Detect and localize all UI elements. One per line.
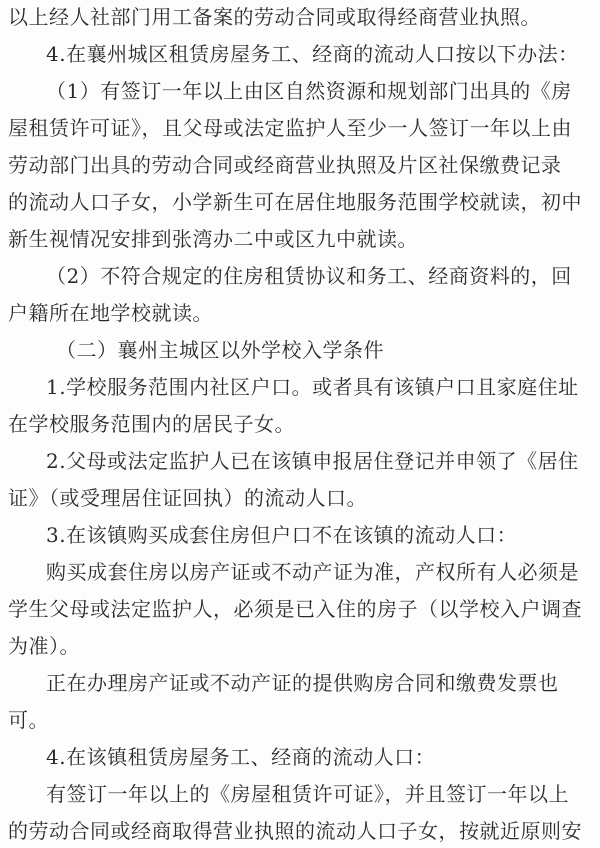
text-line: 可。 <box>8 708 49 732</box>
text-line: 有签订一年以上的《房屋租赁许可证》，并且签订一年以上 <box>46 782 569 806</box>
text-line: 在学校服务范围内的居民子女。 <box>8 412 295 436</box>
text-line: 为准）。 <box>8 634 80 658</box>
text-line: 正在办理房产证或不动产证的提供购房合同和缴费发票也 <box>46 671 559 695</box>
text-line: 1.学校服务范围内社区户口。或者具有该镇户口且家庭住址 <box>46 375 579 399</box>
text-line: 4.在襄州城区租赁房屋务工、经商的流动人口按以下办法： <box>46 42 579 66</box>
text-line: 屋租赁许可证》，且父母或法定监护人至少一人签订一年以上由 <box>8 116 572 140</box>
text-line: 劳动部门出具的劳动合同或经商营业执照及片区社保缴费记录 <box>8 153 562 177</box>
text-line: 4.在该镇租赁房屋务工、经商的流动人口： <box>46 745 436 769</box>
text-line: 学生父母或法定监护人，必须是已入住的房子（以学校入户调查 <box>8 597 582 621</box>
text-line: 证》（或受理居住证回执）的流动人口。 <box>8 486 367 510</box>
text-line: （2）不符合规定的住房租赁协议和务工、经商资料的，回 <box>46 264 572 288</box>
text-line: 的劳动合同或经商取得营业执照的流动人口子女，按就近原则安 <box>8 819 582 843</box>
text-line: 2.父母或法定监护人已在该镇申报居住登记并申领了《居住 <box>46 449 579 473</box>
text-line: 购买成套住房以房产证或不动产证为准，产权所有人必须是 <box>46 560 579 584</box>
text-line: 3.在该镇购买成套住房但户口不在该镇的流动人口： <box>46 523 518 547</box>
text-line: （1）有签订一年以上由区自然资源和规划部门出具的《房 <box>46 79 572 103</box>
text-line: 的流动人口子女，小学新生可在居住地服务范围学校就读，初中 <box>8 190 582 214</box>
text-line: 新生视情况安排到张湾办二中或区九中就读。 <box>8 227 418 251</box>
section-heading: （二）襄州主城区以外学校入学条件 <box>56 338 384 362</box>
text-line: 户籍所在地学校就读。 <box>8 301 213 325</box>
text-line: 以上经人社部门用工备案的劳动合同或取得经商营业执照。 <box>8 5 541 29</box>
